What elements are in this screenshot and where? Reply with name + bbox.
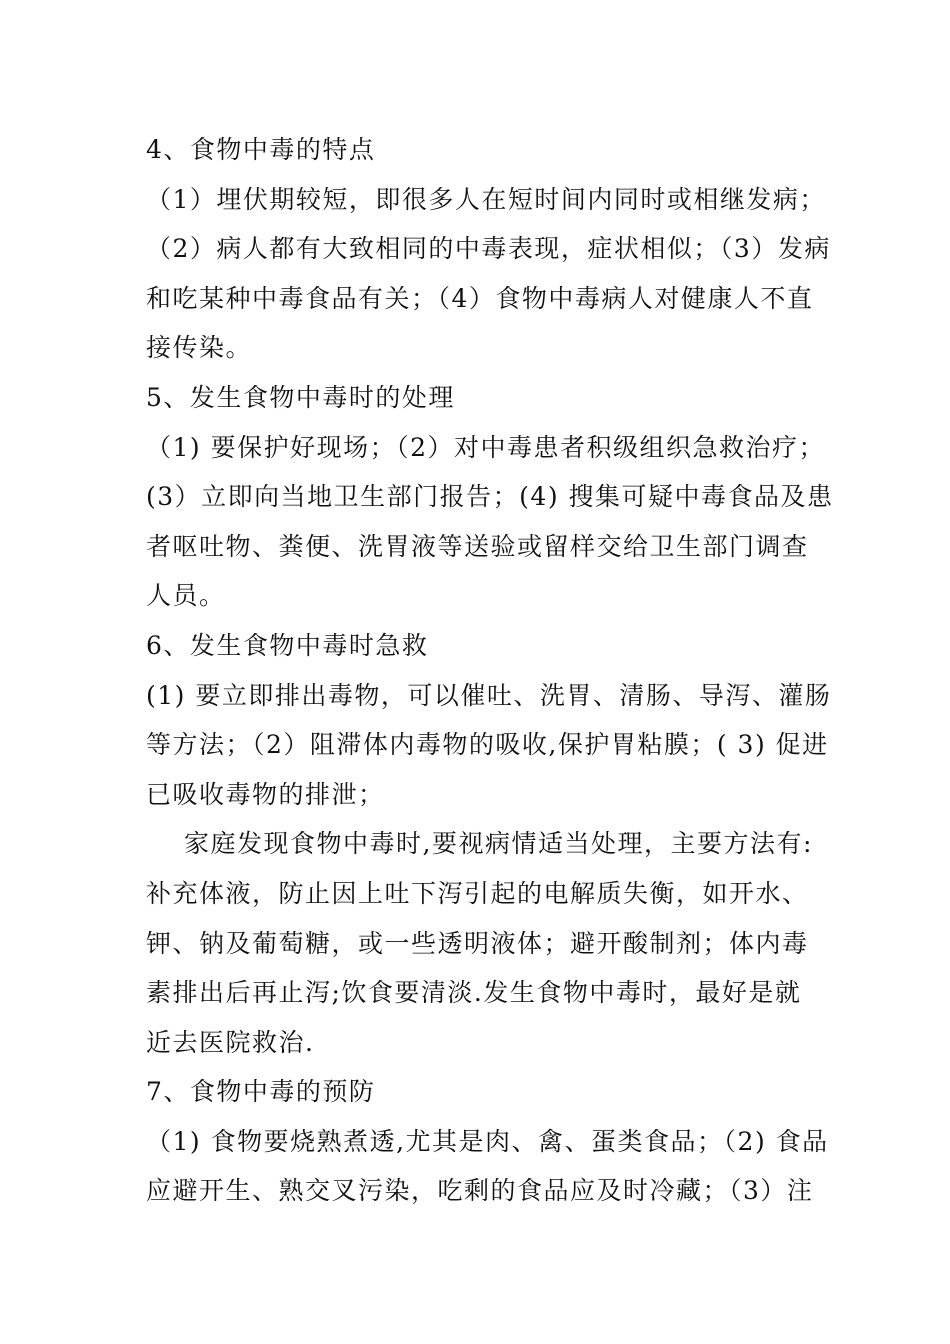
paragraph-line: 应避开生、熟交叉污染，吃剩的食品应及时冷藏；（3）注: [146, 1176, 814, 1206]
paragraph-line: 和吃某种中毒食品有关；（4）食物中毒病人对健康人不直: [146, 283, 814, 313]
paragraph-line: （1）埋伏期较短，即很多人在短时间内同时或相继发病；: [146, 184, 826, 214]
paragraph-line: 近去医院救治.: [146, 1027, 315, 1057]
paragraph-line-indented: 家庭发现食物中毒时,要视病情适当处理，主要方法有:: [184, 829, 813, 859]
paragraph-line: （2）病人都有大致相同的中毒表现，症状相似；（3）发病: [146, 234, 831, 264]
paragraph-line: 已吸收毒物的排泄；: [146, 779, 385, 809]
paragraph-line: （1) 要保护好现场；（2）对中毒患者积级组织急救治疗；: [146, 432, 826, 462]
paragraph-line: 者呕吐物、粪便、洗胃液等送验或留样交给卫生部门调查: [146, 531, 809, 561]
paragraph-line: 等方法；（2）阻滞体内毒物的吸收,保护胃粘膜；( 3) 促进: [146, 730, 829, 760]
section-heading-4: 4、食物中毒的特点: [146, 135, 376, 164]
paragraph-line: 接传染。: [146, 333, 253, 363]
paragraph-line: 钾、钠及葡萄糖，或一些透明液体；避开酸制剂；体内毒: [146, 928, 809, 958]
section-heading-5: 5、发生食物中毒时的处理: [146, 382, 455, 412]
section-heading-6: 6、发生食物中毒时急救: [146, 630, 429, 660]
paragraph-line: (3）立即向当地卫生部门报告；(4) 搜集可疑中毒食品及患: [146, 482, 834, 512]
section-heading-7: 7、食物中毒的预防: [146, 1077, 376, 1107]
paragraph-line: （1) 食物要烧熟煮透,尤其是肉、禽、蛋类食品；（2) 食品: [146, 1126, 829, 1156]
paragraph-line: 补充体液，防止因上吐下泻引起的电解质失衡，如开水、: [146, 878, 809, 908]
paragraph-line: 素排出后再止泻;饮食要清淡.发生食物中毒时，最好是就: [146, 978, 802, 1008]
paragraph-line: 人员。: [146, 581, 226, 611]
document-body: [146, 125, 834, 1216]
paragraph-line: (1) 要立即排出毒物，可以催吐、洗胃、清肠、导泻、灌肠: [146, 680, 832, 710]
